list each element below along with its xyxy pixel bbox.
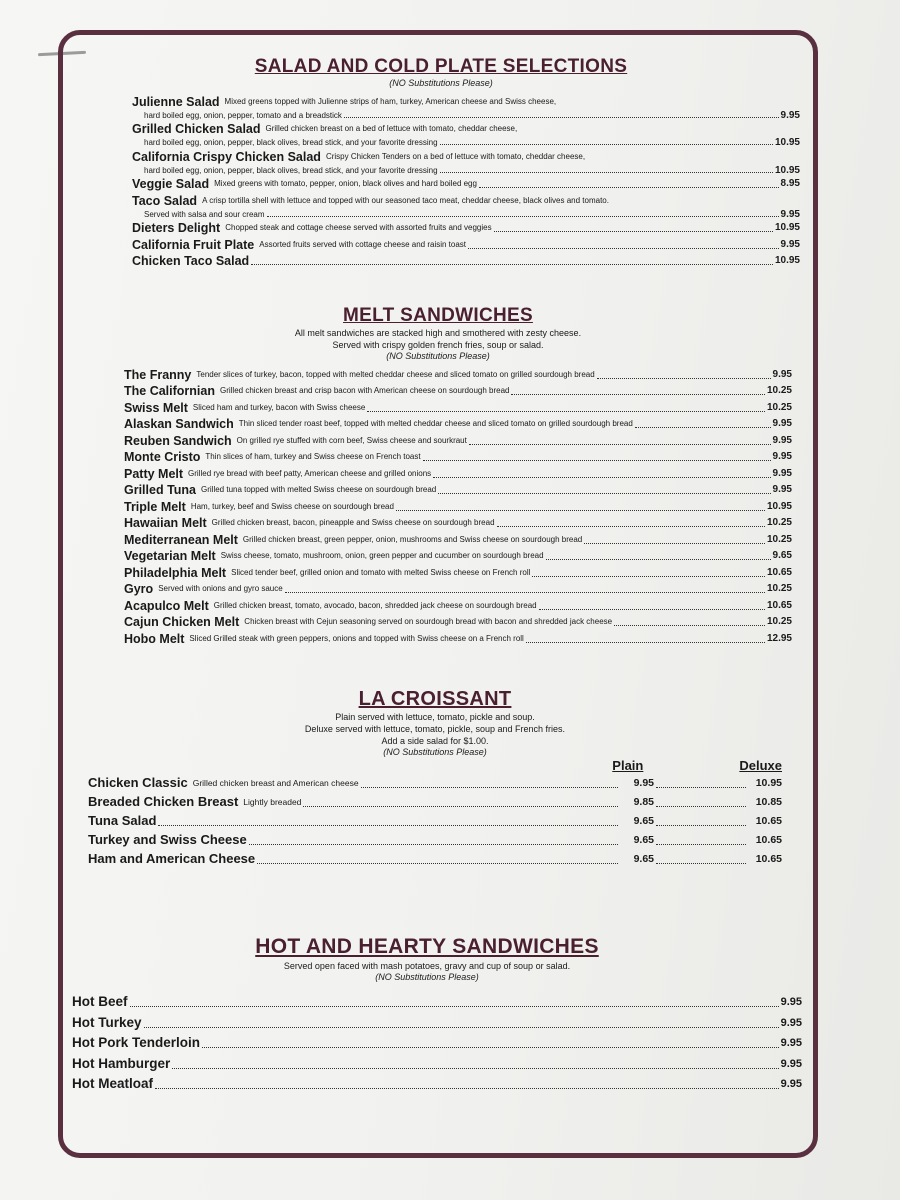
croissant-item-row: [88, 830, 782, 849]
item-name: Dieters Delight: [132, 221, 221, 235]
item-description-continued: [132, 137, 800, 148]
item-price: 12.95: [766, 632, 792, 644]
item-price: 10.65: [766, 566, 792, 578]
item-description: Grilled chicken breast and American cheese: [192, 777, 359, 788]
item-description-continued: [132, 209, 800, 220]
item-name: Acapulco Melt: [124, 598, 209, 613]
dot-leader: [172, 1068, 778, 1069]
item-price: 9.95: [780, 996, 802, 1008]
item-price: 8.95: [780, 178, 800, 189]
croissant-item-row: [88, 773, 782, 792]
item-name: Breaded Chicken Breast: [88, 793, 239, 809]
menu-item-row: [132, 236, 800, 253]
item-price: 9.95: [780, 1057, 802, 1070]
croissant-no-substitutions-note: (NO Substitutions Please): [383, 746, 487, 757]
item-name: Grilled Chicken Salad: [132, 122, 261, 136]
item-description: Chopped steak and cottage cheese served with assorted fruits and veggies: [225, 223, 492, 232]
dot-leader: [479, 187, 779, 188]
item-name: Vegetarian Melt: [124, 549, 216, 563]
menu-item-row: [132, 192, 800, 209]
item-name: Chicken Classic: [88, 774, 188, 790]
dot-leader: [249, 844, 618, 845]
menu-item-row: [124, 614, 792, 631]
item-description: Grilled tuna topped with melted Swiss cheese on sourdough bread: [201, 485, 437, 494]
menu-item-row: [132, 253, 800, 270]
menu-item-row: [132, 93, 800, 110]
menu-item-row: [124, 531, 792, 548]
item-name: The Californian: [124, 384, 215, 398]
salad-item-list: [132, 93, 800, 269]
croissant-column-headers: [88, 758, 782, 773]
menu-item-row: [72, 1052, 802, 1073]
menu-item-row: [124, 399, 792, 416]
dot-leader: [438, 493, 770, 494]
deluxe-column-header: Deluxe: [739, 757, 782, 773]
item-description: Sliced Grilled steak with green peppers, onions and topped with Swiss cheese on a French roll: [189, 633, 524, 643]
dot-leader: [546, 559, 771, 560]
item-price: 10.25: [766, 533, 792, 545]
croissant-item-row: [88, 849, 782, 868]
item-name: Reuben Sandwich: [124, 433, 232, 448]
item-description: Grilled chicken breast and crisp bacon with American cheese on sourdough bread: [219, 386, 510, 395]
item-description: Mixed greens with tomato, pepper, onion, black olives and hard boiled egg: [214, 179, 477, 188]
item-description: Tender slices of turkey, bacon, topped with melted cheddar cheese and sliced tomato on grilled sourdough bread: [196, 369, 595, 379]
item-price: 10.25: [766, 385, 792, 396]
item-price: 10.25: [766, 401, 792, 413]
item-description: Served with onions and gyro sauce: [158, 584, 283, 593]
item-price: 10.95: [774, 222, 800, 233]
item-price: 10.65: [766, 599, 792, 611]
item-name: Julienne Salad: [132, 94, 220, 109]
menu-item-row: [132, 176, 800, 193]
dot-leader: [635, 427, 771, 428]
menu-item-row: [72, 1011, 802, 1032]
menu-item-row: [72, 991, 802, 1012]
item-description: Chicken breast with Cejun seasoning served on sourdough bread with bacon and shredded jack cheese: [244, 617, 613, 626]
plain-price: 9.65: [633, 852, 654, 865]
dot-leader: [423, 460, 771, 461]
item-price: 9.95: [772, 418, 792, 429]
salad-section: [72, 56, 812, 269]
item-price: 9.95: [780, 208, 800, 220]
item-description: Thin slices of ham, turkey and Swiss cheese on French toast: [205, 452, 421, 461]
item-name: Hot Pork Tenderloin: [72, 1035, 201, 1050]
menu-item-row: [124, 449, 792, 466]
item-price: 9.95: [780, 109, 800, 121]
menu-item-row: [124, 564, 792, 581]
dot-leader: [202, 1047, 779, 1048]
croissant-intro-line-1: Plain served with lettuce, tomato, pickle and soup.: [335, 711, 535, 722]
dot-leader: [367, 411, 765, 412]
dot-leader: [511, 394, 764, 395]
item-price: 9.95: [772, 434, 792, 446]
menu-item-row: [124, 515, 792, 532]
item-name: Ham and American Cheese: [88, 850, 256, 866]
melt-no-substitutions-note: (NO Substitutions Please): [386, 351, 490, 361]
croissant-section: [72, 687, 812, 868]
menu-item-row: [124, 581, 792, 598]
item-name: Chicken Taco Salad: [132, 254, 250, 268]
dot-leader: [251, 264, 773, 265]
dot-leader: [468, 248, 779, 249]
item-name: Alaskan Sandwich: [124, 417, 234, 431]
croissant-intro-line-2: Deluxe served with lettuce, tomato, pickle, soup and French fries.: [304, 723, 566, 734]
croissant-section-title: LA CROISSANT: [358, 687, 512, 710]
item-name: Hot Turkey: [72, 1014, 142, 1030]
dot-leader: [539, 609, 765, 610]
item-price: 9.95: [780, 1016, 802, 1029]
melt-section-title: MELT SANDWICHES: [343, 305, 533, 326]
deluxe-price: 10.65: [755, 814, 782, 827]
deluxe-price: 10.85: [755, 795, 782, 808]
dot-leader: [130, 1006, 779, 1007]
dot-leader: [257, 863, 618, 864]
item-price: 10.25: [766, 517, 792, 528]
item-name: Veggie Salad: [132, 177, 210, 191]
melt-intro-line-1: All melt sandwiches are stacked high and smothered with zesty cheese.: [294, 328, 582, 338]
dot-leader: [494, 231, 773, 232]
item-name: Swiss Melt: [124, 400, 188, 415]
dot-leader: [344, 117, 779, 118]
dot-leader: [469, 444, 771, 445]
menu-item-row: [124, 482, 792, 499]
item-price: 9.95: [780, 1078, 802, 1090]
item-description: Served with salsa and sour cream: [144, 209, 265, 219]
item-name: Hot Hamburger: [72, 1055, 171, 1071]
item-description: hard boiled egg, onion, pepper, black olives, bread stick, and your favorite dressing: [144, 165, 438, 175]
item-price: 9.95: [772, 451, 792, 462]
item-description: Sliced ham and turkey, bacon with Swiss cheese: [192, 402, 366, 412]
melt-section: [72, 305, 812, 647]
deluxe-price: 10.65: [755, 852, 782, 865]
plain-column-header: Plain: [612, 757, 644, 773]
item-name: California Crispy Chicken Salad: [132, 149, 321, 164]
item-name: Turkey and Swiss Cheese: [88, 831, 247, 847]
dot-leader: [440, 172, 773, 173]
dot-leader: [656, 806, 746, 807]
hot-intro-line: Served open faced with mash potatoes, gravy and cup of soup or salad.: [283, 960, 571, 971]
dot-leader: [303, 806, 618, 807]
dot-leader: [656, 844, 746, 845]
item-name: Hawaiian Melt: [124, 516, 207, 530]
melt-item-list: [124, 366, 792, 647]
plain-price: 9.65: [633, 814, 654, 827]
item-price: 9.95: [780, 1037, 802, 1049]
menu-item-row: [132, 121, 800, 138]
croissant-intro-line-3: Add a side salad for $1.00.: [381, 735, 489, 746]
menu-item-row: [124, 498, 792, 515]
melt-intro-line-2: Served with crispy golden french fries, soup or salad.: [332, 340, 544, 350]
menu-item-row: [72, 1073, 802, 1094]
croissant-item-row: [88, 792, 782, 811]
menu-item-row: [124, 416, 792, 433]
dot-leader: [144, 1027, 779, 1028]
item-description: Sliced tender beef, grilled onion and tomato with melted Swiss cheese on French roll: [231, 567, 531, 577]
item-price: 10.95: [766, 500, 792, 512]
item-price: 10.25: [766, 616, 792, 627]
item-name: Triple Melt: [124, 499, 186, 514]
plain-price: 9.85: [633, 795, 654, 808]
item-price: 9.95: [772, 484, 792, 495]
hot-item-list: [72, 991, 802, 1094]
item-description: Crispy Chicken Tenders on a bed of lettuce with tomato, cheddar cheese,: [325, 151, 586, 161]
menu-item-row: [132, 220, 800, 237]
dot-leader: [497, 526, 765, 527]
item-description: Grilled chicken breast, tomato, avocado, bacon, shredded jack cheese on sourdough bread: [213, 600, 537, 610]
item-description: hard boiled egg, onion, pepper, tomato and a breadstick: [144, 110, 342, 120]
deluxe-price: 10.95: [755, 776, 782, 789]
plain-price: 9.95: [633, 776, 654, 789]
item-name: Hot Meatloaf: [72, 1076, 153, 1091]
dot-leader: [526, 642, 765, 643]
menu-item-row: [72, 1032, 802, 1053]
item-name: Grilled Tuna: [124, 483, 196, 497]
item-name: Hot Beef: [72, 994, 128, 1009]
croissant-item-row: [88, 811, 782, 830]
dot-leader: [656, 825, 746, 826]
item-name: Patty Melt: [124, 466, 184, 481]
item-name: Mediterranean Melt: [124, 532, 238, 547]
item-price: 10.95: [774, 164, 800, 176]
item-description: hard boiled egg, onion, pepper, black olives, bread stick, and your favorite dressing: [144, 138, 438, 147]
item-name: Gyro: [124, 582, 154, 596]
menu-item-row: [124, 548, 792, 565]
plain-price: 9.65: [633, 833, 654, 846]
dot-leader: [285, 592, 765, 593]
dot-leader: [361, 787, 618, 788]
dot-leader: [158, 825, 618, 826]
item-description: Lightly breaded: [243, 796, 302, 807]
item-name: Philadelphia Melt: [124, 565, 227, 580]
dot-leader: [155, 1088, 779, 1089]
menu-item-row: [124, 630, 792, 647]
item-description: Assorted fruits served with cottage cheese and raisin toast: [259, 239, 467, 249]
hot-no-substitutions-note: (NO Substitutions Please): [375, 971, 479, 982]
item-description-continued: [132, 110, 800, 121]
item-description: Grilled chicken breast on a bed of lettuce with tomato, cheddar cheese,: [265, 124, 518, 133]
item-price: 10.95: [774, 255, 800, 266]
item-price: 9.95: [780, 238, 800, 250]
menu-item-row: [124, 366, 792, 383]
menu-page: [72, 56, 812, 1093]
dot-leader: [433, 477, 770, 478]
menu-item-row: [124, 465, 792, 482]
hot-section: [72, 934, 812, 1094]
item-price: 9.95: [772, 467, 792, 479]
menu-item-row: [132, 148, 800, 165]
item-description: Mixed greens topped with Julienne strips of ham, turkey, American cheese and Swiss cheese,: [224, 96, 557, 106]
dot-leader: [396, 510, 765, 511]
salad-section-title: SALAD AND COLD PLATE SELECTIONS: [254, 56, 628, 77]
dot-leader: [440, 144, 773, 145]
item-name: Tuna Salad: [88, 812, 157, 828]
salad-no-substitutions-note: (NO Substitutions Please): [389, 78, 493, 88]
item-description: On grilled rye stuffed with corn beef, Swiss cheese and sourkraut: [236, 435, 467, 445]
croissant-item-list: [88, 773, 782, 868]
menu-item-row: [124, 383, 792, 400]
item-price: 9.95: [772, 368, 792, 380]
item-price: 10.95: [774, 137, 800, 148]
item-name: Taco Salad: [132, 193, 198, 208]
item-name: The Franny: [124, 367, 192, 382]
dot-leader: [614, 625, 765, 626]
menu-item-row: [124, 432, 792, 449]
item-description: Grilled chicken breast, green pepper, onion, mushrooms and Swiss cheese on sourdough bread: [242, 534, 583, 544]
menu-item-row: [124, 597, 792, 614]
dot-leader: [584, 543, 765, 544]
item-description-continued: [132, 165, 800, 176]
item-name: Hobo Melt: [124, 631, 185, 646]
deluxe-price: 10.65: [755, 833, 782, 846]
dot-leader: [597, 378, 771, 379]
dot-leader: [656, 787, 746, 788]
item-description: A crisp tortilla shell with lettuce and topped with our seasoned taco meat, cheddar cheese, black olives and tomato.: [202, 195, 609, 205]
dot-leader: [656, 863, 746, 864]
item-price: 9.65: [772, 550, 792, 561]
hot-section-title: HOT AND HEARTY SANDWICHES: [255, 934, 599, 958]
item-description: Swiss cheese, tomato, mushroom, onion, green pepper and cucumber on sourdough bread: [220, 551, 544, 560]
item-description: Ham, turkey, beef and Swiss cheese on sourdough bread: [190, 501, 394, 511]
dot-leader: [267, 216, 779, 217]
dot-leader: [532, 576, 765, 577]
item-description: Thin sliced tender roast beef, topped with melted cheddar cheese and sliced tomato on grilled sourdough bread: [238, 419, 633, 428]
item-name: Cajun Chicken Melt: [124, 615, 240, 629]
item-description: Grilled rye bread with beef patty, American cheese and grilled onions: [188, 468, 432, 478]
item-name: Monte Cristo: [124, 450, 201, 464]
item-description: Grilled chicken breast, bacon, pineapple and Swiss cheese on sourdough bread: [211, 518, 495, 527]
item-name: California Fruit Plate: [132, 237, 255, 252]
item-price: 10.25: [766, 583, 792, 594]
